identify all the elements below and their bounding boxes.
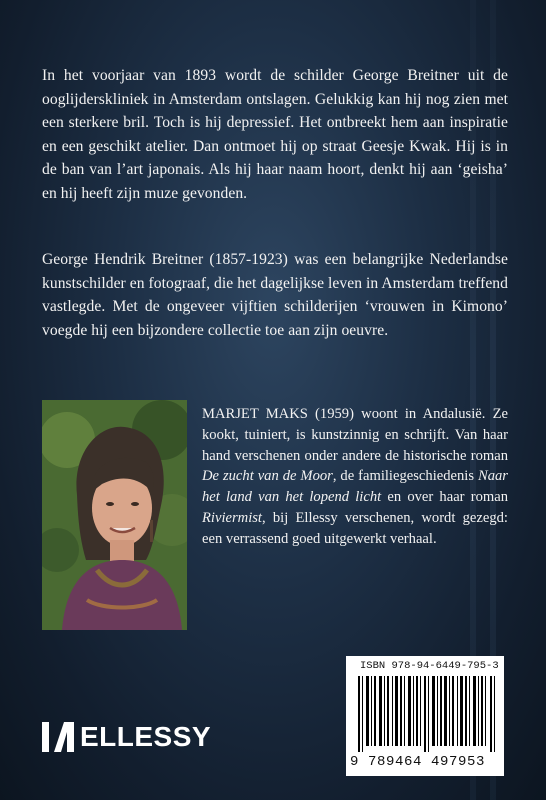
- blurb-paragraph-2: George Hendrik Breitner (1857-1923) was een belangrijke Nederlandse kunstschilder en fotograaf, die het dagelijkse leven in Amsterdam treffend vastlegde. Met de ongeveer vijftien schilderijen ‘vrouwen in Kimono’ voegde hij een bijzondere collectie toe aan zijn oeuvre.: [42, 251, 508, 339]
- author-bio: [202, 404, 508, 550]
- book-title: Riviermist: [202, 509, 262, 526]
- author-bio-text: , bij Ellessy verschenen, wordt gezegd: een verrassend goed uitgewerkt verhaal.: [202, 509, 508, 547]
- publisher-name: ELLESSY: [80, 721, 212, 752]
- author-photo: [42, 400, 187, 630]
- publisher-logo: [42, 714, 217, 760]
- isbn-label: ISBN 978-94-6449-795-3: [360, 660, 499, 672]
- barcode-bars: [358, 676, 498, 752]
- blurb-paragraph-1: In het voorjaar van 1893 wordt de schilder George Breitner uit de ooglijderskliniek in Amsterdam ontslagen. Gelukkig kan hij nog zien met een sterkere bril. Toch is hij depressief. Het ontbreekt hem aan inspiratie en een geschikt atelier. Dan ontmoet hij op straat Geesje Kwak. Hij is in de ban van l’art japonais. Als hij haar naam hoort, denkt hij aan ‘geisha’ en hij heeft zijn muze gevonden.: [42, 67, 508, 202]
- author-bio-text: en over haar roman: [381, 489, 508, 506]
- author-bio-text: , de familiegeschiedenis: [332, 468, 478, 485]
- author-bio-text: MARJET MAKS (1959) woont in Andalusië. Ze kookt, tuiniert, is kunstzinnig en schrijft. Van haar hand verschenen onder andere de historische roman: [202, 406, 508, 464]
- author-portrait-image: [42, 400, 187, 630]
- isbn-barcode: [346, 656, 504, 776]
- book-title: Naar het land van het lopend licht: [202, 468, 508, 506]
- book-title: De zucht van de Moor: [202, 468, 333, 485]
- barcode-digits: 9 789464 497953: [350, 754, 486, 770]
- ellessy-logo-icon: [42, 718, 76, 756]
